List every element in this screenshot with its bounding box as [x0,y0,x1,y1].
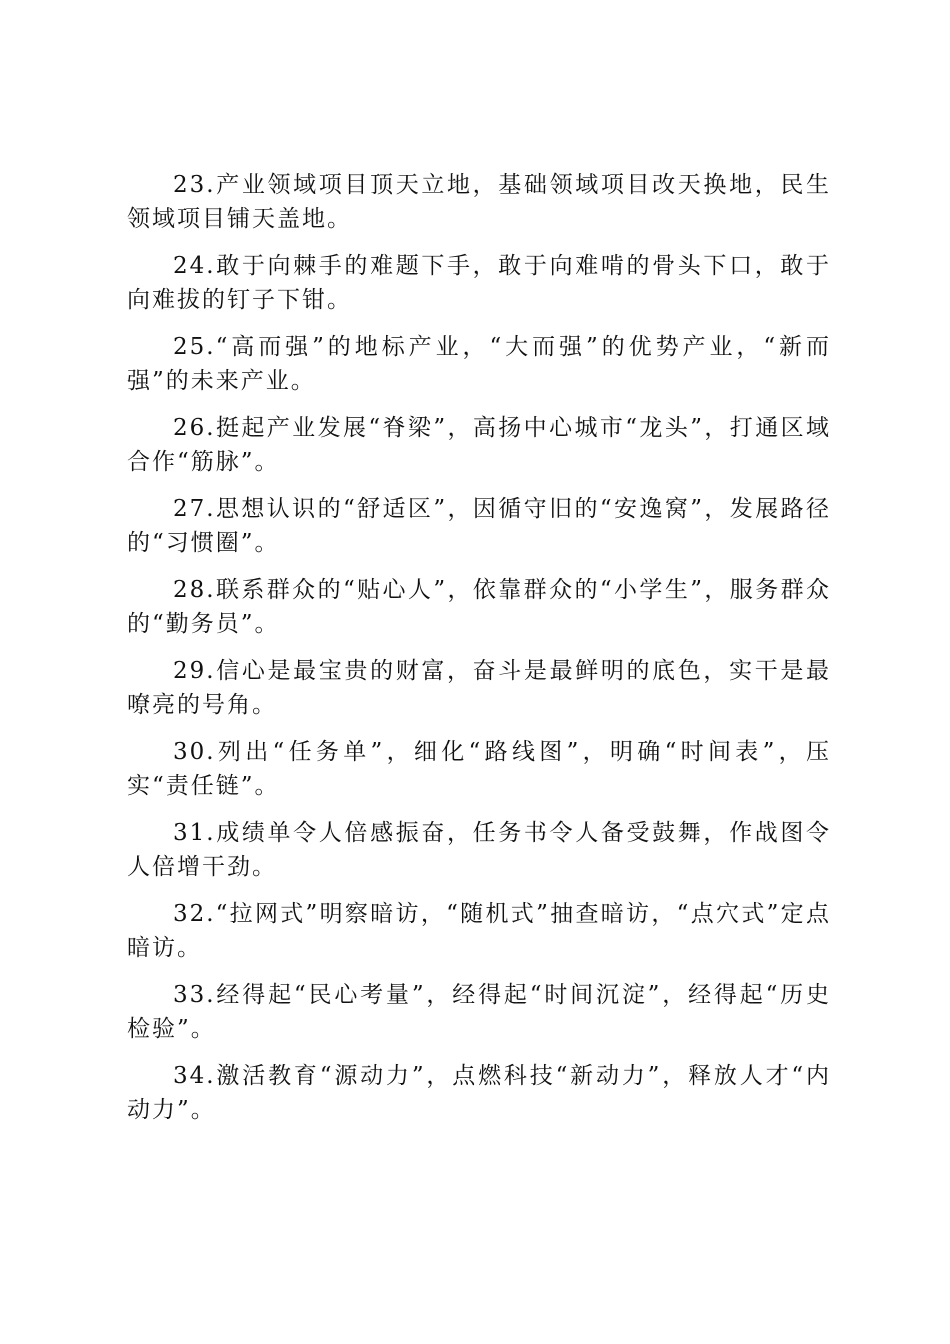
list-item-27: 27.思想认识的“舒适区”，因循守旧的“安逸窝”，发展路径的“习惯圈”。 [127,496,831,556]
list-item-31: 31.成绩单令人倍感振奋，任务书令人备受鼓舞，作战图令人倍增干劲。 [127,820,831,880]
document-body [127,168,831,1140]
list-item-24: 24.敢于向棘手的难题下手，敢于向难啃的骨头下口，敢于向难拔的钉子下钳。 [127,253,831,313]
list-item-26: 26.挺起产业发展“脊梁”，高扬中心城市“龙头”，打通区域合作“筋脉”。 [127,415,831,475]
list-item-34: 34.激活教育“源动力”，点燃科技“新动力”，释放人才“内动力”。 [127,1063,831,1123]
list-item-25: 25.“高而强”的地标产业，“大而强”的优势产业，“新而强”的未来产业。 [127,334,831,394]
list-item-32: 32.“拉网式”明察暗访，“随机式”抽查暗访，“点穴式”定点暗访。 [127,901,831,961]
list-item-33: 33.经得起“民心考量”，经得起“时间沉淀”，经得起“历史检验”。 [127,982,831,1042]
list-item-30: 30.列出“任务单”，细化“路线图”，明确“时间表”，压实“责任链”。 [127,739,831,799]
list-item-29: 29.信心是最宝贵的财富，奋斗是最鲜明的底色，实干是最嘹亮的号角。 [127,658,831,718]
list-item-23: 23.产业领域项目顶天立地，基础领域项目改天换地，民生领域项目铺天盖地。 [127,172,831,232]
list-item-28: 28.联系群众的“贴心人”，依靠群众的“小学生”，服务群众的“勤务员”。 [127,577,831,637]
